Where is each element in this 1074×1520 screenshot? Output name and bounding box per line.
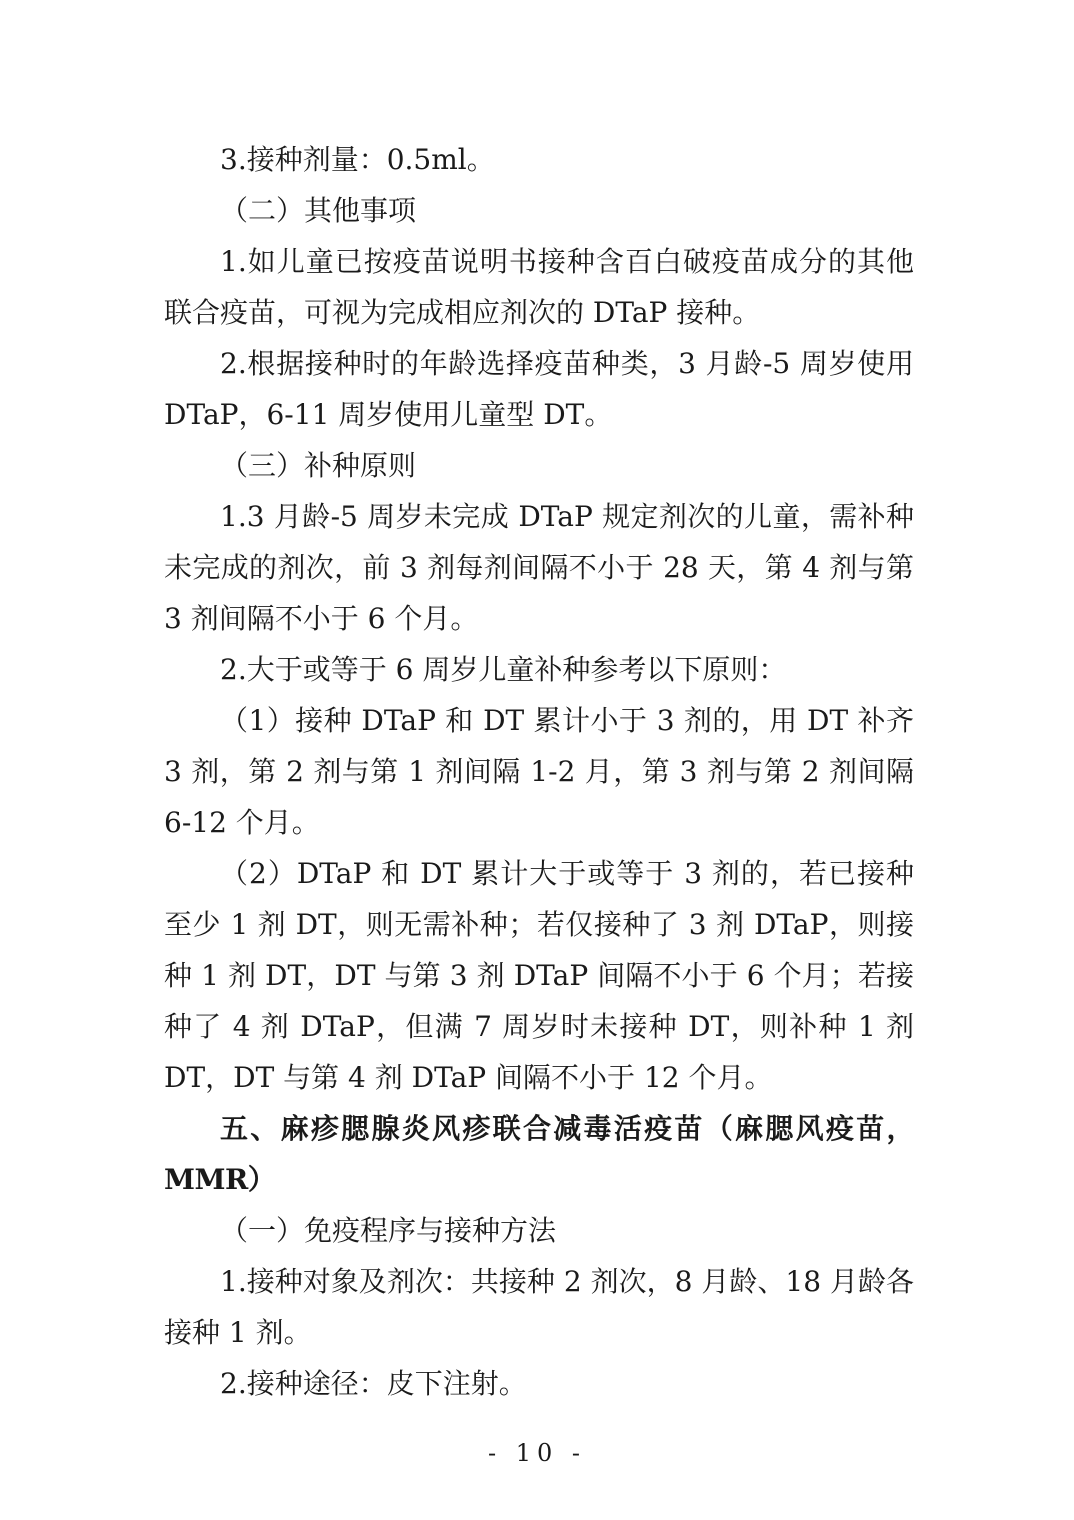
- section-title-mmr: 五、麻疹腮腺炎风疹联合减毒活疫苗（麻腮风疫苗，MMR）: [164, 1112, 914, 1196]
- paragraph-vaccine-selection: 2.根据接种时的年龄选择疫苗种类，3 月龄-5 周岁使用 DTaP，6-11 周岁使用儿童型 DT。: [164, 347, 914, 431]
- page-number: - 10 -: [487, 1439, 586, 1467]
- subheading-schedule-method: （一）免疫程序与接种方法: [220, 1214, 557, 1247]
- paragraph-dose: 3.接种剂量：0.5ml。: [220, 143, 495, 176]
- paragraph-rule-2: （2）DTaP 和 DT 累计大于或等于 3 剂的，若已接种至少 1 剂 DT，则无需补种；若仅接种了 3 剂 DTaP，则接种 1 剂 DT，DT 与第 3 剂 DTaP 间隔不小于 6 个月；若接种了 4 剂 DTaP，但满 7 周岁时未接种 DT，则补种 1 剂 DT，DT 与第 4 剂 DTaP 间隔不小于 12 个月。: [164, 857, 914, 1094]
- document-body: [164, 134, 914, 1409]
- subheading-other-matters: （二）其他事项: [220, 194, 417, 227]
- paragraph-catch-up-over-6: 2.大于或等于 6 周岁儿童补种参考以下原则：: [220, 653, 787, 686]
- paragraph-combined-vaccine: 1.如儿童已按疫苗说明书接种含百白破疫苗成分的其他联合疫苗，可视为完成相应剂次的 DTaP 接种。: [164, 245, 914, 329]
- paragraph-target-doses: 1.接种对象及剂次：共接种 2 剂次，8 月龄、18 月龄各接种 1 剂。: [164, 1265, 914, 1349]
- paragraph-route: 2.接种途径：皮下注射。: [220, 1367, 527, 1400]
- paragraph-catch-up-under-5: 1.3 月龄-5 周岁未完成 DTaP 规定剂次的儿童，需补种未完成的剂次，前 3 剂每剂间隔不小于 28 天，第 4 剂与第 3 剂间隔不小于 6 个月。: [164, 500, 914, 635]
- subheading-catch-up-principles: （三）补种原则: [220, 449, 417, 482]
- paragraph-rule-1: （1）接种 DTaP 和 DT 累计小于 3 剂的，用 DT 补齐 3 剂，第 2 剂与第 1 剂间隔 1-2 月，第 3 剂与第 2 剂间隔 6-12 个月。: [164, 704, 914, 839]
